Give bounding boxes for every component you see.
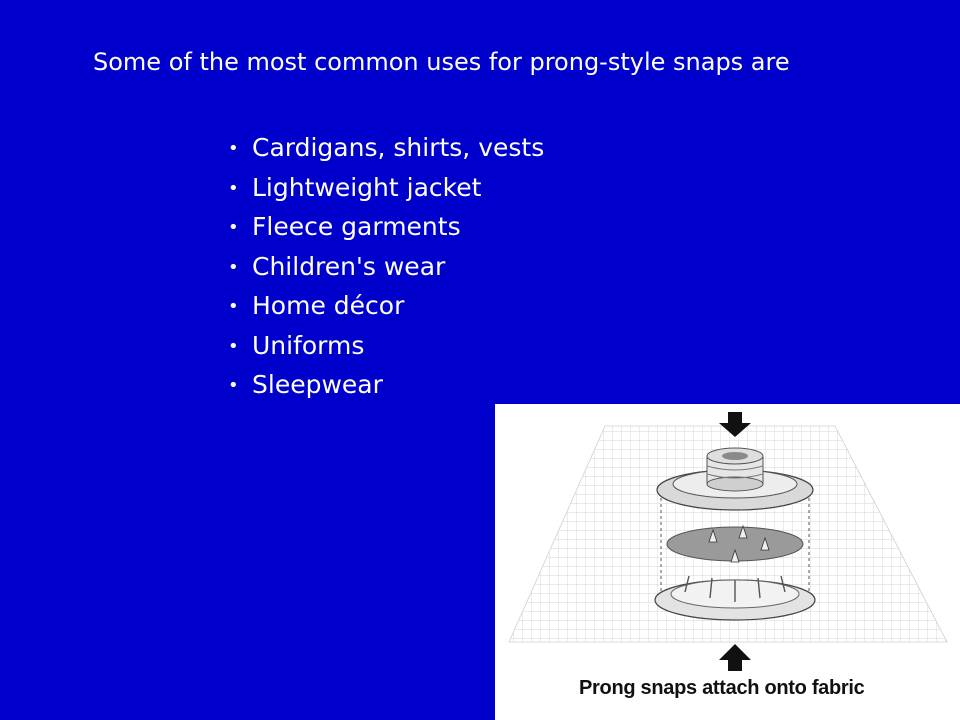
list-item bbox=[228, 129, 544, 169]
list-item bbox=[228, 327, 544, 367]
list-item bbox=[228, 366, 544, 406]
list-item-label: Cardigans, shirts, vests bbox=[252, 133, 545, 162]
list-item bbox=[228, 169, 544, 209]
fabric-disc bbox=[667, 526, 803, 562]
bullet-icon: • bbox=[228, 256, 239, 278]
list-item bbox=[228, 287, 544, 327]
bullet-icon: • bbox=[228, 217, 239, 238]
intro-text: Some of the most common uses for prong-style snaps are bbox=[93, 48, 790, 76]
list-item-label: Children's wear bbox=[252, 251, 446, 281]
list-item-label: Lightweight jacket bbox=[252, 172, 482, 202]
bullet-icon: • bbox=[228, 177, 239, 199]
prong-snap-illustration bbox=[495, 404, 960, 720]
bullet-icon: • bbox=[228, 375, 239, 396]
bullet-icon: • bbox=[228, 296, 239, 317]
list-item-label: Fleece garments bbox=[252, 212, 461, 241]
arrow-up-icon bbox=[719, 644, 751, 671]
list-item bbox=[228, 208, 544, 248]
figure-caption: Prong snaps attach onto fabric bbox=[579, 677, 865, 699]
list-item-label: Home décor bbox=[252, 291, 405, 320]
uses-list bbox=[228, 129, 544, 406]
list-item bbox=[228, 248, 544, 288]
list-item-label: Sleepwear bbox=[252, 370, 383, 399]
bullet-icon: • bbox=[228, 335, 239, 357]
prong-snap-diagram bbox=[495, 404, 960, 720]
list-item-label: Uniforms bbox=[252, 330, 365, 360]
bullet-icon: • bbox=[228, 138, 239, 159]
